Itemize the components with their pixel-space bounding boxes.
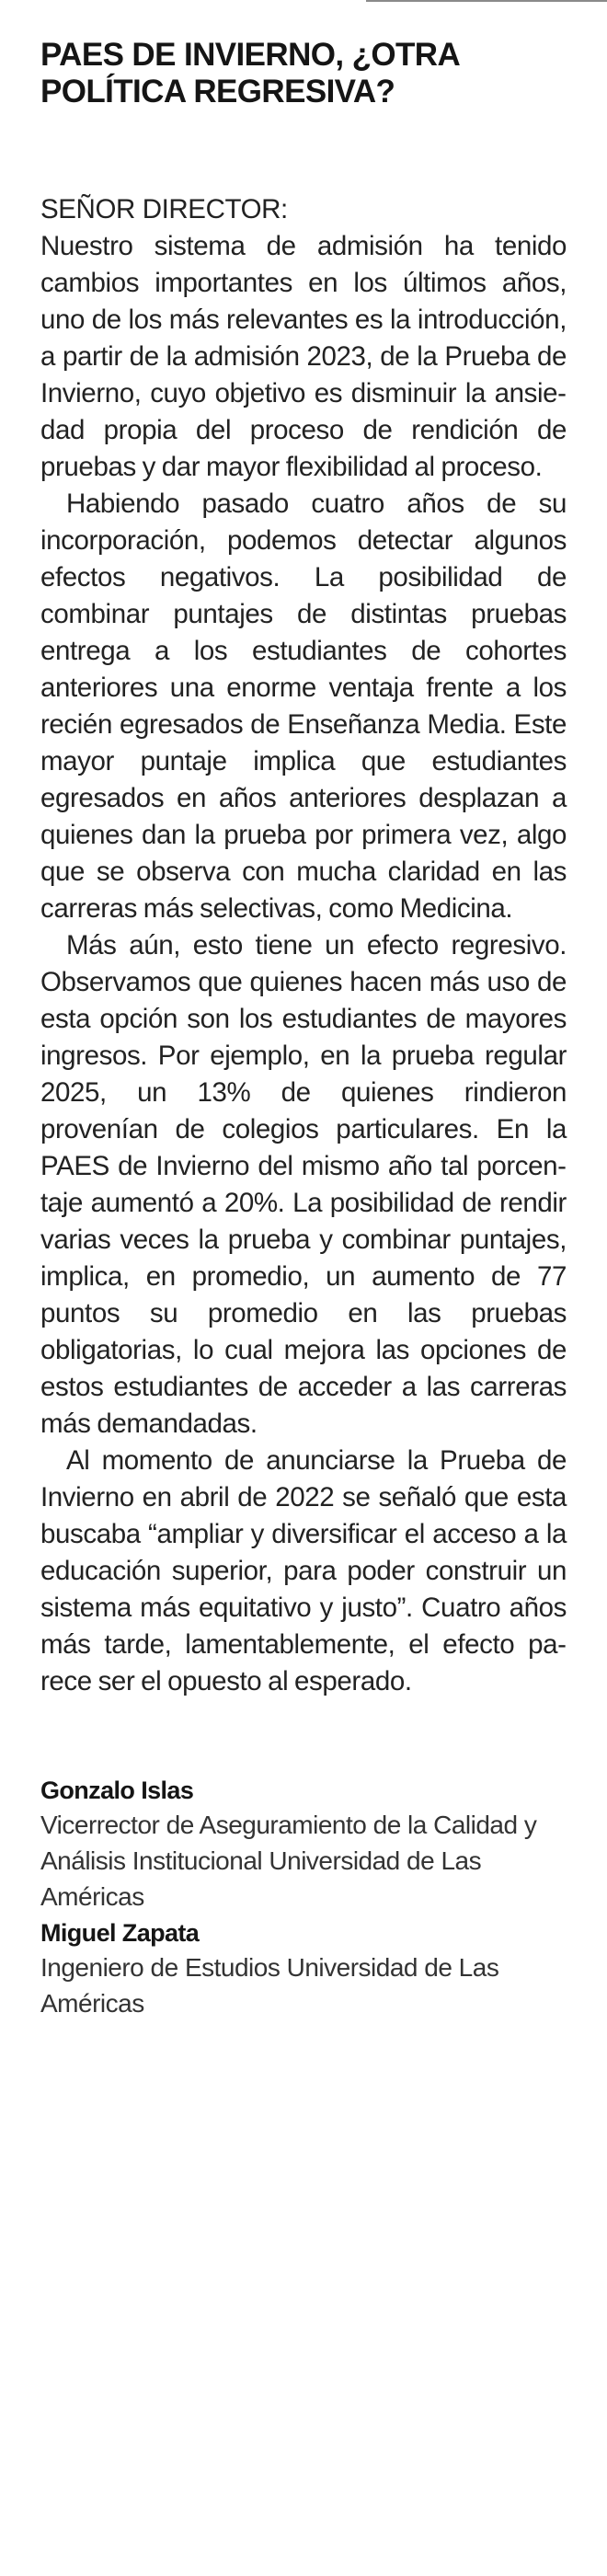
author-role-1: Vicerrector de Aseguramiento de la Calidad y Análisis Institucional Universidad de Las Américas	[40, 1811, 537, 1911]
author-role-2: Ingeniero de Estudios Universidad de Las Américas	[40, 1953, 499, 2018]
letter-article	[40, 37, 567, 2021]
top-rule	[366, 0, 607, 2]
paragraph-2: Habiendo pasado cuatro años de su incorporación, podemos detectar algunos efectos negativos. La posibilidad de combinar puntajes de distintas pruebas entrega a los estudiantes de cohortes anteriores una enorme ventaja frente a los recién egresados de Enseñanza Media. Este mayor puntaje implica que estudiantes egresados en años anteriores desplazan a quienes dan la prueba por primera vez, algo que se observa con mucha claridad en las carreras más selectivas, como Medicina.	[40, 489, 567, 924]
author-name-1: Gonzalo Islas	[40, 1777, 194, 1804]
paragraph-4: Al momento de anunciarse la Prueba de Invierno en abril de 2022 se señaló que esta buscaba “ampliar y diversificar el acceso a la educación superior, para poder construir un sistema más equitativo y justo”. Cuatro años más tarde, lamentablemente, el efecto parece ser el opuesto al esperado.	[40, 1445, 567, 1696]
author-name-2: Miguel Zapata	[40, 1919, 200, 1947]
headline: PAES DE INVIERNO, ¿OTRA POLÍTICA REGRESIVA?	[40, 37, 459, 109]
salutation: SEÑOR DIRECTOR:	[40, 194, 288, 224]
letter-body	[40, 228, 567, 1700]
signatures	[40, 1774, 567, 2021]
paragraph-1: Nuestro sistema de admisión ha tenido cambios importantes en los últimos años, uno de los más relevantes es la introducción, a partir de la admisión 2023, de la Prueba de Invierno, cuyo objetivo es disminuir la ansiedad propia del proceso de rendición de pruebas y dar mayor flexibilidad al proceso.	[40, 231, 567, 482]
paragraph-3: Más aún, esto tiene un efecto regresivo. Observamos que quienes hacen más uso de esta opción son los estudiantes de mayores ingresos. Por ejemplo, en la prueba regular 2025, un 13% de quienes rindieron provenían de colegios particulares. En la PAES de Invierno del mismo año tal porcentaje aumentó a 20%. La posibilidad de rendir varias veces la prueba y combinar puntajes, implica, en promedio, un aumento de 77 puntos su promedio en las pruebas obligatorias, lo cual mejora las opciones de estos estudiantes de acceder a las carreras más demandadas.	[40, 930, 567, 1439]
